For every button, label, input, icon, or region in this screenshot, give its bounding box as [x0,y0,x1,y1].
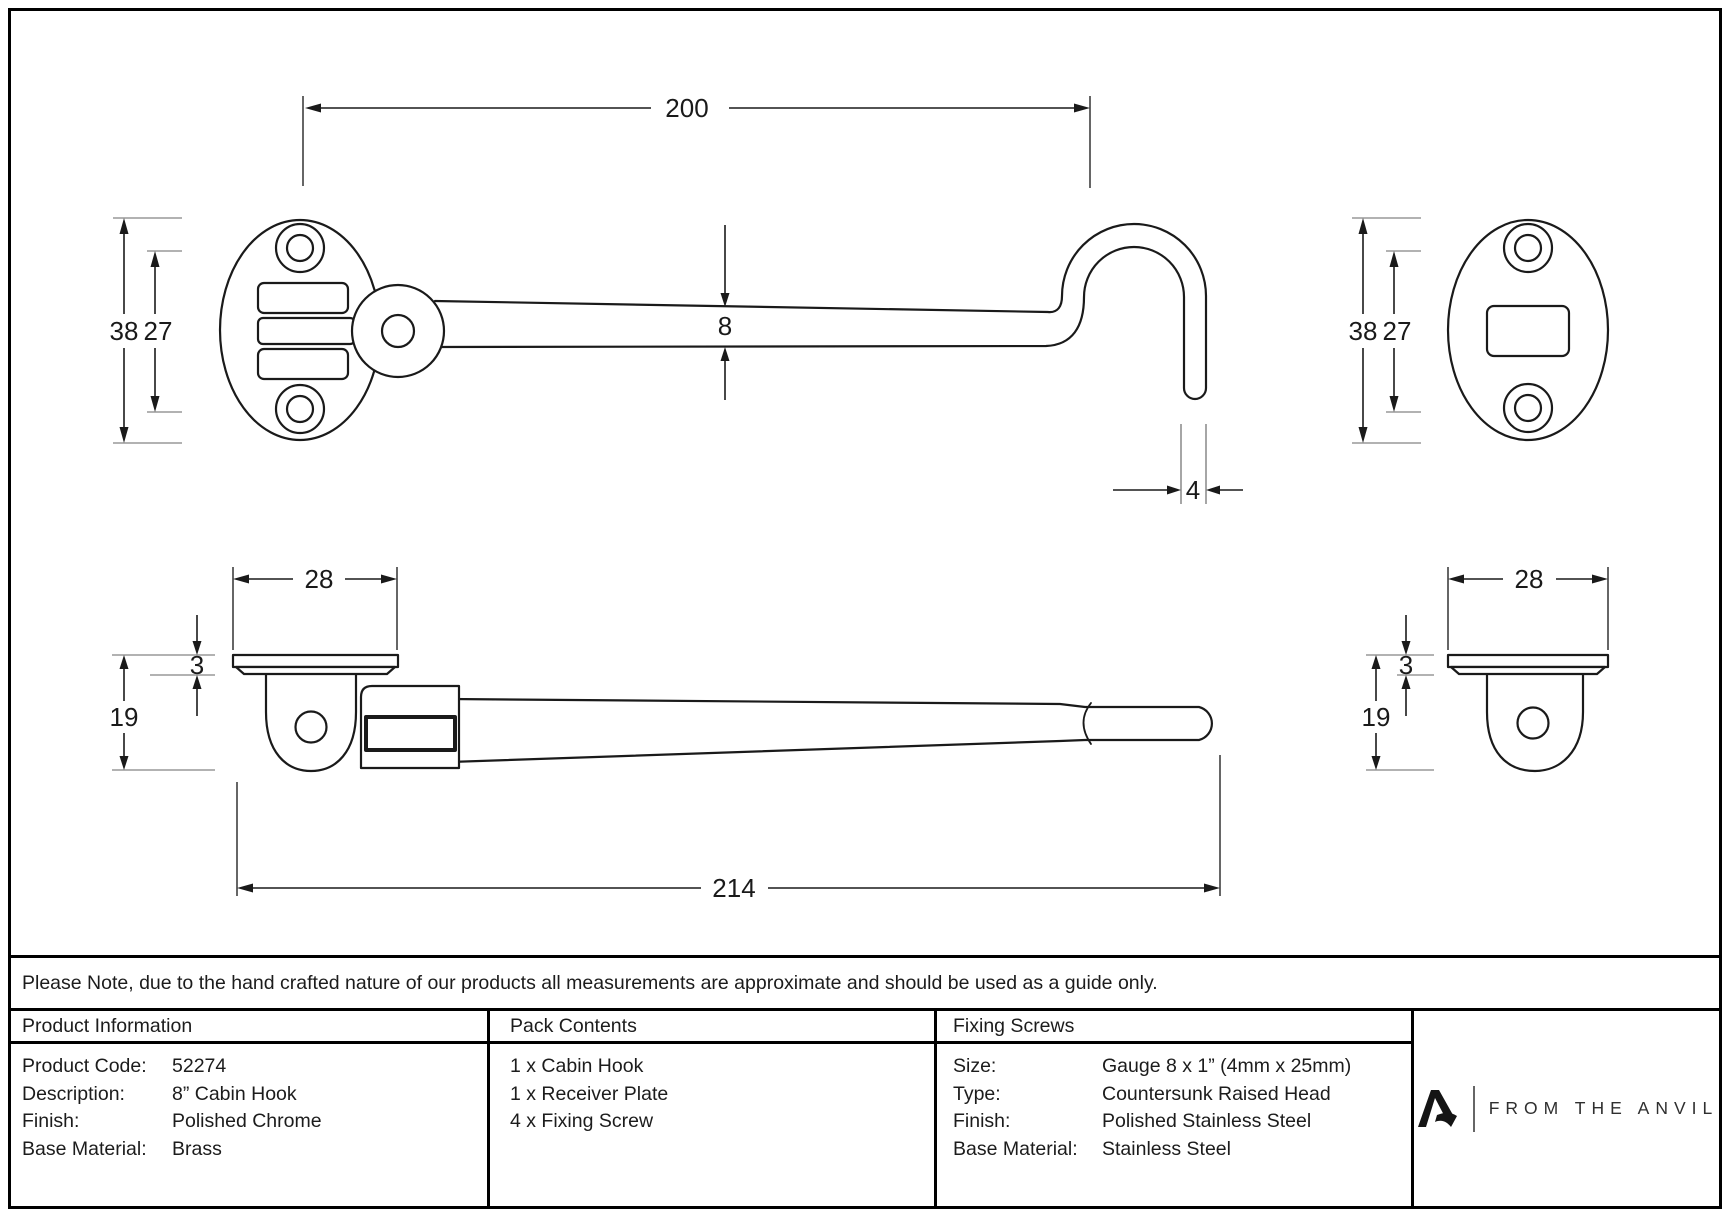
header-pack-contents: Pack Contents [490,1011,937,1044]
info-panel [11,955,1719,1206]
hook-arm-outline [435,224,1206,399]
anvil-logo-icon [1415,1089,1459,1129]
note-text: Please Note, due to the hand crafted nature of our products all measurements are approximate and should be used as a guide only. [22,971,1158,994]
table-row: Size: Gauge 8 x 1” (4mm x 25mm) [953,1055,1352,1077]
table-row: Finish: Polished Chrome [22,1110,322,1132]
dim-bracket-height-left: 19 [109,702,139,732]
dim-plate-width-left: 28 [304,564,334,594]
hook-bend-mark [1084,703,1092,744]
table-row: Type: Countersunk Raised Head [953,1082,1331,1105]
list-item: 4 x Fixing Screw [510,1110,654,1132]
list-item: 1 x Cabin Hook [510,1055,644,1077]
dimension-lines [124,108,1592,888]
receiver-side-knuckle [1487,674,1583,771]
dim-bracket-height-right: 19 [1361,702,1391,732]
dim-hole-spacing-right: 27 [1382,316,1412,346]
header-fixing-screws: Fixing Screws [937,1011,1414,1044]
dim-tip-width: 4 [1185,475,1201,505]
receiver-side-view [1448,655,1608,771]
dim-plate-thickness-right: 3 [1398,650,1414,680]
header-product-information: Product Information [11,1011,490,1044]
dim-hole-spacing-left: 27 [143,316,173,346]
info-table [11,1011,1719,1206]
dim-plate-height-left: 38 [109,316,139,346]
table-row: Product Code: 52274 [22,1055,227,1077]
brand-logo [1414,1011,1719,1206]
receiver-front-view [1448,220,1608,440]
hook-side-shaft [450,699,1212,762]
fixing-screws-cell [937,1044,1414,1206]
list-item: 1 x Receiver Plate [510,1082,669,1105]
table-row: Finish: Polished Stainless Steel [953,1110,1312,1132]
extension-lines-dark [233,96,1608,896]
hook-front-view [220,220,1206,440]
brand-name: FROM THE ANVIL [1488,1098,1719,1118]
logo-divider [1473,1086,1475,1132]
measurement-note [11,958,1719,1011]
dim-overall-length: 214 [712,873,756,903]
dim-shaft-thickness: 8 [717,311,733,341]
product-information-cell [11,1044,490,1206]
pack-contents-cell [490,1044,937,1206]
dimension-arrows [120,104,1609,893]
table-row: Base Material: Stainless Steel [953,1137,1231,1160]
dim-hook-length: 200 [665,93,709,123]
table-row: Base Material: Brass [22,1137,222,1160]
dim-plate-thickness-left: 3 [189,650,205,680]
hook-side-knuckle [266,674,356,771]
hook-side-clevis [361,686,459,768]
dim-plate-height-right: 38 [1348,316,1378,346]
table-row: Description: 8” Cabin Hook [22,1082,297,1105]
dim-plate-width-right: 28 [1514,564,1544,594]
hook-side-view [233,655,1212,771]
